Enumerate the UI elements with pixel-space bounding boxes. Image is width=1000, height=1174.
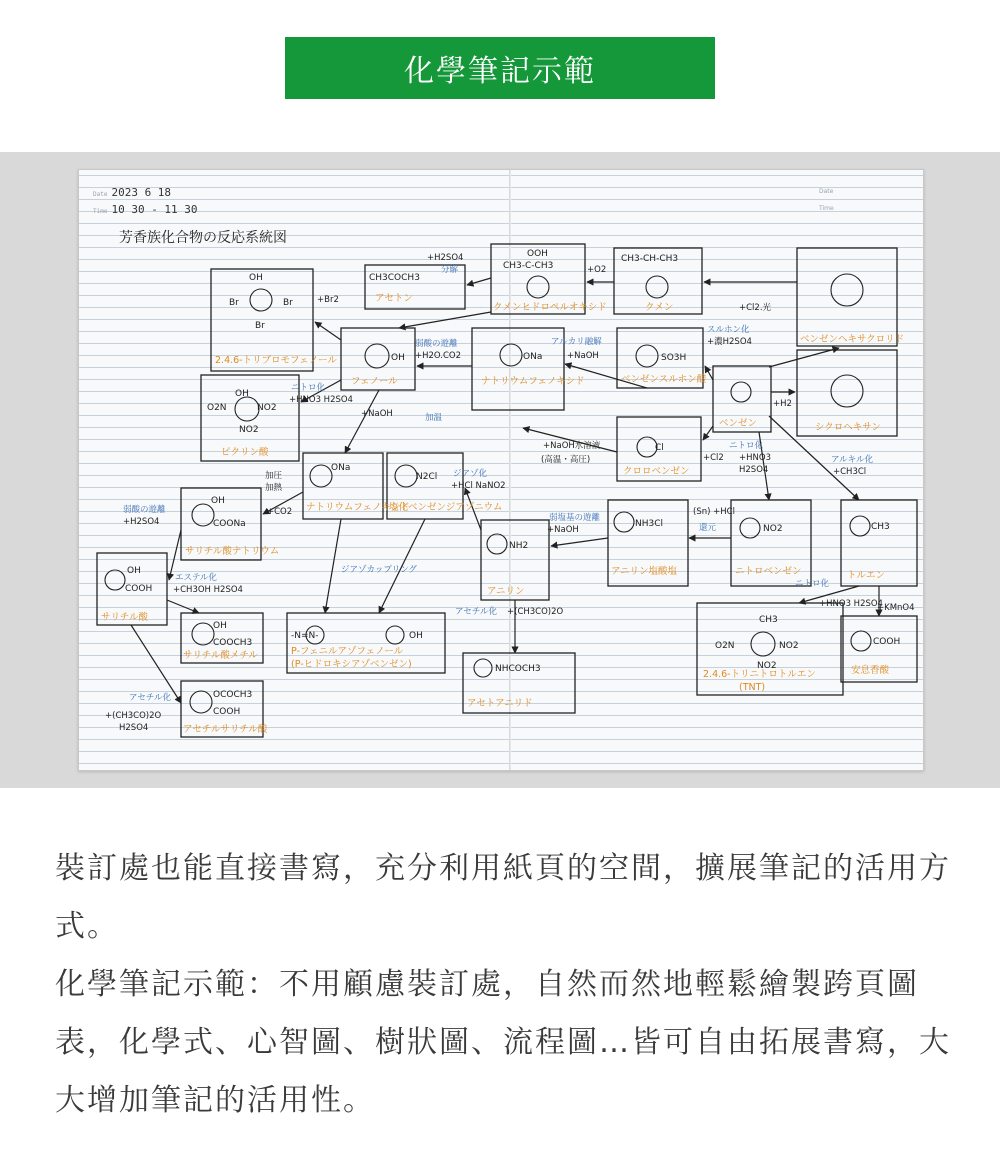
name-picric: ピクリン酸: [221, 447, 269, 458]
type-heat: 加温: [425, 413, 443, 423]
label-oh-salicylic: OH: [127, 566, 141, 576]
description-para-2: 化學筆記示範：不用顧慮裝訂處，自然而然地輕鬆繪製跨頁圖表，化學式、心智圖、樹狀圖、流程圖…皆可自由拓展書寫，大大增加筆記的活用性。: [55, 967, 951, 1118]
name-aniline: アニリン: [487, 586, 525, 597]
reagent-ch3cl: +CH3Cl: [833, 467, 867, 477]
arrow-salicylic-aspirin: [131, 625, 181, 703]
label-aspirin-cooh: COOH: [213, 707, 241, 717]
reagent-h2o-co2: +H2O.CO2: [415, 351, 462, 361]
type-acetylation-2: アセチル化: [129, 693, 171, 703]
arrow-hp-phenol: [399, 312, 491, 328]
name-chlorobenzene: クロロベンゼン: [623, 466, 690, 477]
reagent-cl2-light: +Cl2.光: [739, 303, 772, 313]
arrow-salicylic-methyl: [167, 600, 199, 613]
reagent-hcl-nano2: +HCl NaNO2: [451, 481, 506, 491]
reagent-br2: +Br2: [317, 295, 339, 305]
label-oh-1: OH: [249, 273, 263, 283]
type-sulfonation: スルホン化: [707, 325, 750, 335]
date-label-right: Date: [819, 188, 834, 195]
type-acetylation: アセチル化: [455, 607, 497, 617]
reagent-cl2: +Cl2: [703, 453, 724, 463]
name-toluene: トルエン: [847, 570, 886, 581]
type-diazotization: ジアゾ化: [453, 469, 488, 479]
label-benzoic-cooh: COOH: [873, 637, 901, 647]
label-br-3: Br: [255, 321, 265, 331]
name-na-salicylate: サリチル酸ナトリウム: [185, 546, 280, 557]
reagent-hno3: +HNO3: [739, 453, 771, 463]
label-ona: ONa: [523, 352, 543, 362]
type-nitration: ニトロ化: [291, 383, 326, 393]
label-cooh: COOH: [125, 584, 153, 594]
label-oh-methyl: OH: [213, 621, 227, 631]
reagent-naoh: +NaOH: [567, 351, 599, 361]
label-no2-b: NO2: [239, 425, 259, 435]
label-azo-formula: -N=N-: [291, 631, 319, 641]
name-na-phenoxide-2: ナトリウムフェノキシド: [306, 502, 410, 513]
name-tnt: 2.4.6-トリニトロトルエン: [703, 669, 816, 680]
type-nitration-3: ニトロ化: [795, 579, 830, 589]
reagent-h2so4-4: H2SO4: [119, 723, 149, 733]
reagent-h2: +H2: [773, 399, 792, 409]
arrow-benzene-chloro: [703, 426, 713, 440]
name-cumene-hp: クメンヒドロペルオキシド: [493, 302, 607, 313]
formula-labels: [125, 249, 900, 717]
label-cooch3: COOCH3: [213, 638, 253, 648]
reagent-high-tp: (高温・高圧): [541, 455, 591, 465]
page-banner: [285, 37, 715, 99]
label-nh2: NH2: [509, 541, 529, 551]
label-no2-nb: NO2: [763, 524, 783, 534]
name-acetanilide: アセトアニリド: [467, 698, 533, 709]
name-tribromophenol: 2.4.6-トリブロモフェノール: [215, 355, 337, 366]
description: [55, 840, 955, 1130]
type-weak-base: 弱塩基の遊離: [549, 513, 601, 523]
label-cl: Cl: [655, 443, 664, 453]
label-cumene-formula: CH3-CH-CH3: [621, 254, 679, 264]
date-value: 2023 6 18: [111, 186, 172, 199]
label-tnt-o2n: O2N: [715, 641, 735, 651]
type-bunkai: 分解: [441, 265, 459, 275]
label-ch3cch3: CH3-C-CH3: [503, 261, 554, 271]
reagent-ac2o-2: +(CH3CO)2O: [105, 711, 162, 721]
type-reduction: 還元: [699, 523, 717, 533]
name-salicylic: サリチル酸: [101, 612, 148, 623]
name-acetone: アセトン: [375, 293, 413, 304]
label-azo-oh: OH: [409, 631, 423, 641]
label-ona-2: ONa: [331, 463, 351, 473]
name-cumene: クメン: [645, 302, 674, 313]
time-value: 10 30 - 11 30: [111, 203, 198, 216]
name-cyclohexane: シクロヘキサン: [815, 422, 881, 433]
name-anilinium: アニリン塩酸塩: [611, 566, 678, 577]
type-esterify: エステル化: [175, 573, 217, 583]
type-coupling: ジアゾカップリング: [341, 565, 417, 575]
diagram-heading: 芳香族化合物の反応系統図: [119, 230, 287, 246]
label-br-2: Br: [283, 298, 293, 308]
name-aspirin: アセチルサリチル酸: [183, 724, 268, 735]
notebook-photo: [0, 152, 1000, 788]
time-label-right: Time: [819, 205, 834, 212]
label-acetanilide-formula: NHCOCH3: [495, 664, 541, 674]
reagent-ch3oh: +CH3OH H2SO4: [173, 585, 243, 595]
type-nitration-2: ニトロ化: [729, 441, 764, 451]
name-hexachloride: ベンゼンヘキサクロリド: [800, 334, 905, 345]
reagent-pressure: 加圧: [265, 471, 283, 481]
reagent-hno3-h2so4: +HNO3 H2SO4: [289, 395, 353, 405]
type-weak-acid-2: 弱酸の遊離: [123, 505, 166, 515]
label-nh3cl: NH3Cl: [635, 519, 664, 529]
name-na-phenoxide: ナトリウムフェノキシド: [481, 376, 585, 387]
name-azo: P-フェニルアゾフェノール: [291, 646, 404, 657]
type-alkali-fusion: アルカリ融解: [551, 337, 602, 347]
description-para-1: 裝訂處也能直接書寫，充分利用紙頁的空間，擴展筆記的活用方式。: [55, 851, 951, 944]
notebook-spread: [78, 169, 924, 771]
reagent-kmno4: +KMnO4: [877, 603, 915, 613]
name-methyl-salicylate: サリチル酸メチル: [183, 650, 258, 661]
name-tnt-abbr: (TNT): [739, 682, 766, 693]
label-coona: COONa: [213, 519, 246, 529]
label-tnt-ch3: CH3: [759, 615, 778, 625]
reagent-heat: 加熱: [265, 483, 283, 493]
label-no2: NO2: [257, 403, 277, 413]
label-ococh3: OCOCH3: [213, 690, 253, 700]
reagent-hno3-3: +HNO3 H2SO4: [819, 599, 883, 609]
type-alkylation: アルキル化: [831, 455, 874, 465]
reagent-h2so4-2: H2SO4: [739, 465, 769, 475]
label-oh-picric: OH: [235, 389, 249, 399]
reagent-naoh-aq: +NaOH水溶液: [543, 441, 601, 451]
time-label: Time: [93, 208, 108, 215]
reagent-sn-hcl: (Sn) +HCl: [693, 507, 735, 517]
date-label: Date: [93, 191, 108, 198]
reagent-h2so4: +H2SO4: [427, 253, 464, 263]
arrow-phenol-tribromo: [315, 322, 341, 340]
box-hexachloride: [797, 248, 897, 346]
name-nitrobenzene: ニトロベンゼン: [735, 566, 802, 577]
label-so3h: SO3H: [661, 353, 687, 363]
name-benzoic: 安息香酸: [851, 665, 890, 676]
reagent-ac2o: +(CH3CO)2O: [507, 607, 564, 617]
name-benzene: ベンゼン: [719, 418, 758, 429]
arrow-hp-acetone: [467, 278, 491, 285]
name-phenol: フェノール: [351, 376, 398, 387]
reagent-co2: +CO2: [267, 507, 293, 517]
type-weak-acid: 弱酸の遊離: [415, 339, 458, 349]
name-sulfonic: ベンゼンスルホン酸: [621, 374, 707, 385]
arrow-anilinium-aniline: [551, 538, 608, 546]
label-br-1: Br: [229, 298, 239, 308]
label-ooh: OOH: [527, 249, 548, 259]
reagent-labels: [105, 253, 915, 733]
name-diazonium: 塩化ベンゼンジアゾニウム: [389, 502, 503, 513]
label-o2n: O2N: [207, 403, 227, 413]
reagent-h2so4-3: +H2SO4: [123, 517, 160, 527]
reagent-o2: +O2: [587, 265, 607, 275]
arrow-coupling: [325, 519, 341, 613]
arrow-benzene-hexachloride: [769, 348, 839, 367]
reagent-conc-h2so4: +濃H2SO4: [707, 337, 752, 347]
label-oh-sal: OH: [211, 496, 225, 506]
label-oh-phenol: OH: [391, 353, 405, 363]
label-ch3: CH3: [871, 522, 890, 532]
label-tnt-no2b: NO2: [757, 661, 777, 671]
label-acetone-formula: CH3COCH3: [369, 273, 420, 283]
label-n2cl: N2Cl: [416, 472, 438, 482]
reaction-diagram: [79, 170, 924, 771]
name-azo-alt: (P-ヒドロキシアゾベンゼン): [291, 659, 412, 670]
reagent-naoh-3: +NaOH: [547, 525, 579, 535]
reagent-naoh-2: +NaOH: [361, 409, 393, 419]
label-tnt-no2: NO2: [779, 641, 799, 651]
banner-title: 化學筆記示範: [404, 54, 596, 89]
